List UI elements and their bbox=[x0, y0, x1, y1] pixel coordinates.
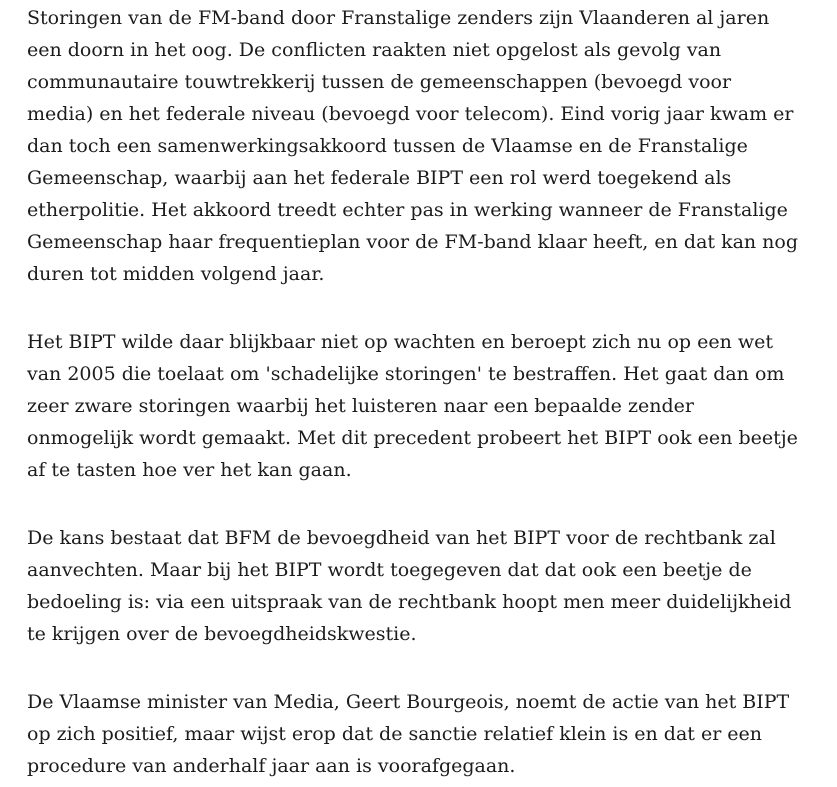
text-line: Gemeenschap haar frequentieplan voor de FM-band klaar heeft, en dat kan nog bbox=[27, 231, 799, 253]
paragraph bbox=[27, 686, 819, 782]
text-line: aanvechten. Maar bij het BIPT wordt toegegeven dat dat ook een beetje de bbox=[27, 559, 752, 581]
text-line: bedoeling is: via een uitspraak van de rechtbank hoopt men meer duidelijkheid bbox=[27, 591, 792, 613]
text-line: af te tasten hoe ver het kan gaan. bbox=[27, 459, 352, 481]
text-line: etherpolitie. Het akkoord treedt echter pas in werking wanneer de Franstalige bbox=[27, 199, 788, 221]
text-line: De kans bestaat dat BFM de bevoegdheid van het BIPT voor de rechtbank zal bbox=[27, 527, 776, 549]
text-line: onmogelijk wordt gemaakt. Met dit precedent probeert het BIPT ook een beetje bbox=[27, 427, 798, 449]
text-line: een doorn in het oog. De conflicten raakten niet opgelost als gevolg van bbox=[27, 39, 722, 61]
text-line: procedure van anderhalf jaar aan is voorafgegaan. bbox=[27, 755, 516, 777]
text-line: Het BIPT wilde daar blijkbaar niet op wachten en beroept zich nu op een wet bbox=[27, 331, 774, 353]
text-line: De Vlaamse minister van Media, Geert Bourgeois, noemt de actie van het BIPT bbox=[27, 691, 790, 713]
text-line: duren tot midden volgend jaar. bbox=[27, 263, 325, 285]
paragraph bbox=[27, 522, 819, 650]
text-line: te krijgen over de bevoegdheidskwestie. bbox=[27, 623, 417, 645]
text-line: Storingen van de FM-band door Franstalige zenders zijn Vlaanderen al jaren bbox=[27, 7, 770, 29]
paragraph bbox=[27, 2, 819, 290]
paragraph bbox=[27, 326, 819, 486]
text-line: op zich positief, maar wijst erop dat de sanctie relatief klein is en dat er een bbox=[27, 723, 763, 745]
text-line: communautaire touwtrekkerij tussen de gemeenschappen (bevoegd voor bbox=[27, 71, 732, 93]
text-line: Gemeenschap, waarbij aan het federale BIPT een rol werd toegekend als bbox=[27, 167, 732, 189]
text-line: dan toch een samenwerkingsakkoord tussen de Vlaamse en de Franstalige bbox=[27, 135, 748, 157]
text-line: zeer zware storingen waarbij het luisteren naar een bepaalde zender bbox=[27, 395, 694, 417]
text-line: van 2005 die toelaat om 'schadelijke storingen' te bestraffen. Het gaat dan om bbox=[27, 363, 785, 385]
text-line: media) en het federale niveau (bevoegd voor telecom). Eind vorig jaar kwam er bbox=[27, 103, 794, 125]
